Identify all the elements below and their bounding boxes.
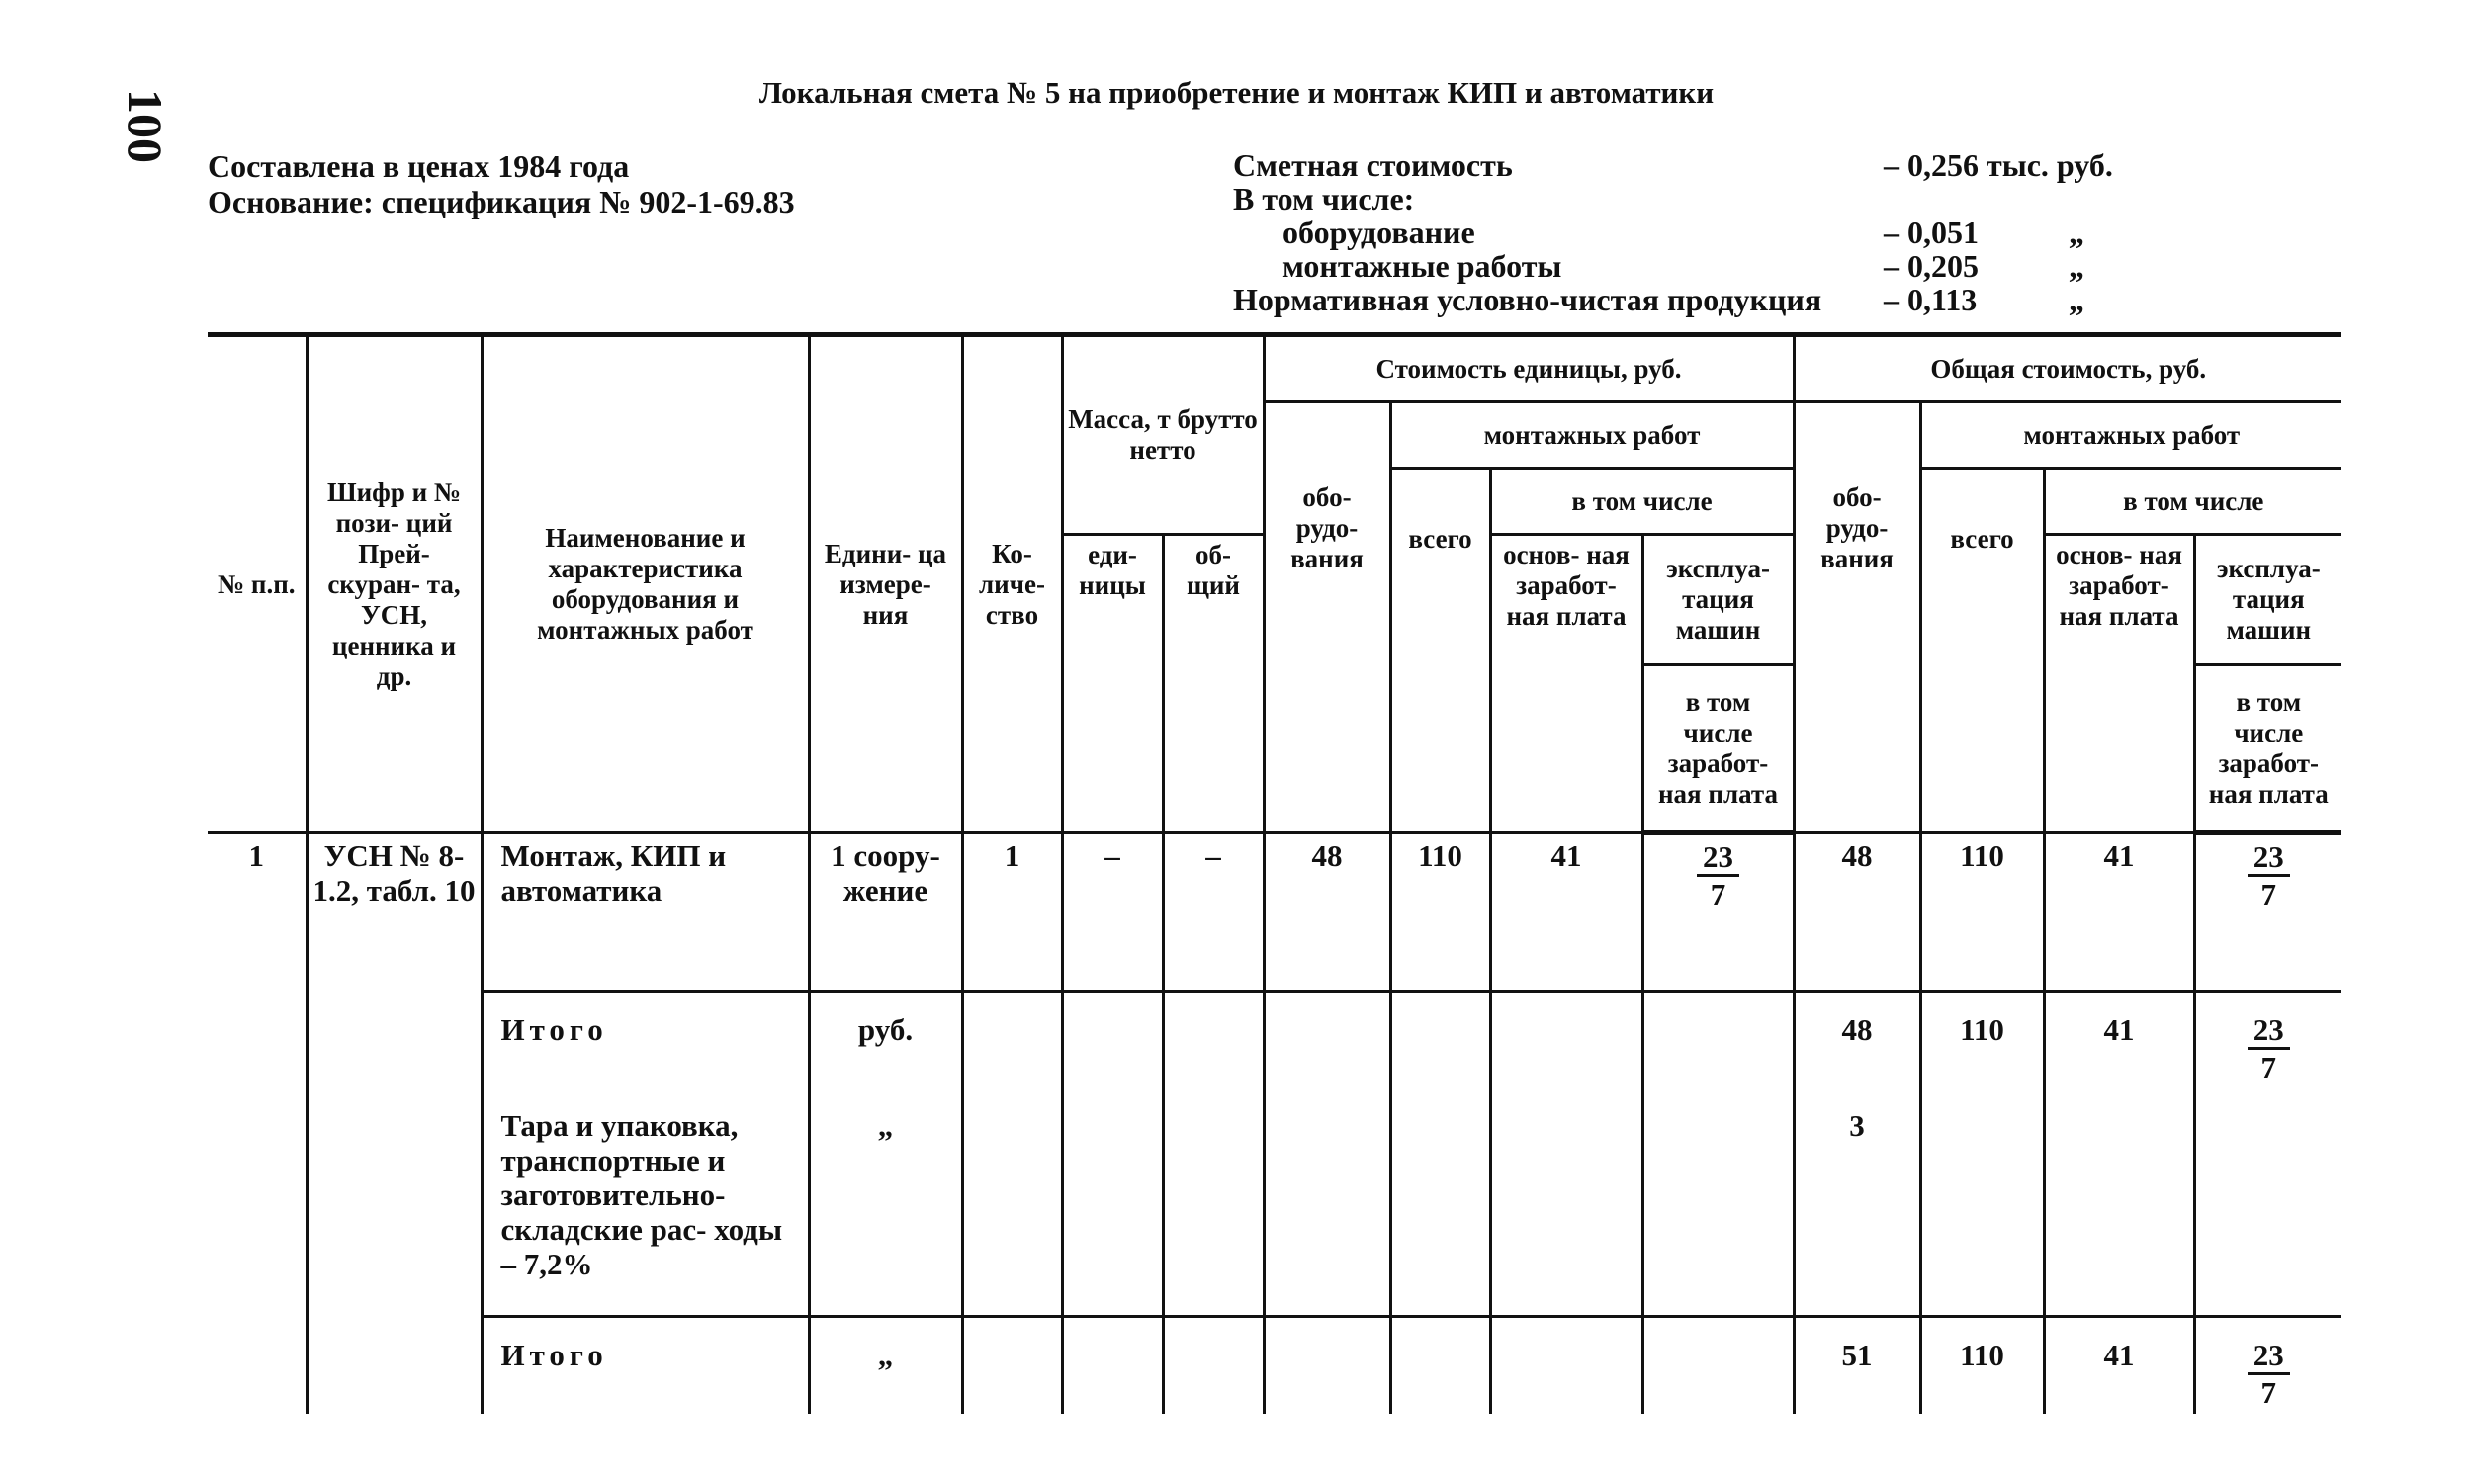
total-equipment: 51 — [1794, 1316, 1920, 1414]
ditto-mark: „ — [2069, 282, 2084, 317]
fraction-numerator: 23 — [2248, 1012, 2290, 1050]
total-machines — [2194, 1316, 2341, 1414]
col-total-including: в том числе — [2044, 469, 2341, 535]
packaging-label: Тара и упаковка, транспортные и заготовительно- складские рас- ходы – 7,2% — [482, 1089, 809, 1316]
installation-value: – 0,205 — [1884, 248, 1979, 284]
cell-qty: 1 — [962, 833, 1062, 992]
col-unit-base-salary: основ- ная заработ- ная плата — [1490, 535, 1642, 833]
col-unit-cost-group: Стоимость единицы, руб. — [1264, 335, 1794, 402]
col-total-base-salary: основ- ная заработ- ная плата — [2044, 535, 2194, 833]
fraction-denominator: 7 — [1710, 877, 1726, 912]
total-label: Итого — [482, 1316, 809, 1414]
fraction-numerator: 23 — [2248, 839, 2290, 877]
cell-total-all: 110 — [1920, 833, 2044, 992]
col-mass-total: об- щий — [1163, 535, 1264, 833]
cell-unit-base: 41 — [1490, 833, 1642, 992]
subtotal-base: 41 — [2044, 992, 2194, 1090]
col-total-machines-salary: в том числе заработ- ная плата — [2194, 665, 2341, 833]
cell-total-machines — [2194, 833, 2341, 992]
total-unit: „ — [809, 1316, 962, 1414]
document-title: Локальная смета № 5 на приобретение и монтаж КИП и автоматики — [758, 75, 1715, 110]
col-unit-equipment: обо- рудо- вания — [1264, 402, 1390, 833]
equipment-value: – 0,051 — [1884, 215, 1979, 250]
subtotal-all: 110 — [1920, 992, 2044, 1090]
normative-value: – 0,113 — [1884, 282, 1978, 317]
col-unit-including: в том числе — [1490, 469, 1794, 535]
page-number: 100 — [118, 89, 173, 163]
col-mass-unit: еди- ницы — [1062, 535, 1163, 833]
packaging-equipment: 3 — [1794, 1089, 1920, 1316]
subtotal-machines — [2194, 992, 2341, 1090]
cell-mass-total: – — [1163, 833, 1264, 992]
col-unit-machines: эксплуа- тация машин — [1642, 535, 1794, 665]
packaging-unit: „ — [809, 1089, 962, 1316]
col-num: № п.п. — [208, 335, 307, 833]
col-unit: Едини- ца измере- ния — [809, 335, 962, 833]
basis-line: Основание: спецификация № 902-1-69.83 — [208, 184, 795, 219]
subtotal-unit: руб. — [809, 992, 962, 1090]
fraction-denominator: 7 — [2260, 1050, 2277, 1085]
cell-code: УСН № 8-1.2, табл. 10 — [307, 833, 482, 992]
cell-total-base: 41 — [2044, 833, 2194, 992]
cell-num: 1 — [208, 833, 307, 992]
col-name: Наименование и характеристика оборудования и монтажных работ — [482, 335, 809, 833]
cell-unit-equipment: 48 — [1264, 833, 1390, 992]
fraction-numerator: 23 — [1697, 839, 1739, 877]
total-all: 110 — [1920, 1316, 2044, 1414]
subtotal-row — [208, 992, 2341, 1090]
table-row — [208, 833, 2341, 992]
subtotal-equipment: 48 — [1794, 992, 1920, 1090]
cost-summary-labels — [1233, 148, 1821, 316]
cost-label: Сметная стоимость — [1233, 147, 1513, 183]
cell-unit-all: 110 — [1390, 833, 1490, 992]
installation-label: монтажные работы — [1282, 248, 1562, 284]
col-total-equipment: обо- рудо- вания — [1794, 402, 1920, 833]
normative-label: Нормативная условно-чистая продукция — [1233, 282, 1822, 317]
cost-value: – 0,256 тыс. руб. — [1884, 147, 2113, 183]
ditto-mark: „ — [2069, 248, 2084, 284]
total-row — [208, 1316, 2341, 1414]
cell-mass-unit: – — [1062, 833, 1163, 992]
col-code: Шифр и № пози- ций Прей- скуран- та, УСН, ценника и др. — [307, 335, 482, 833]
col-total-installation: монтажных работ — [1920, 402, 2341, 469]
cell-unit: 1 соору- жение — [809, 833, 962, 992]
prices-line: Составлена в ценах 1984 года — [208, 148, 630, 184]
estimate-table — [208, 332, 2341, 1414]
fraction-numerator: 23 — [2248, 1338, 2290, 1375]
cell-name: Монтаж, КИП и автоматика — [482, 833, 809, 992]
cell-total-equipment: 48 — [1794, 833, 1920, 992]
packaging-row — [208, 1089, 2341, 1316]
total-base: 41 — [2044, 1316, 2194, 1414]
ditto-mark: „ — [2069, 215, 2084, 250]
col-total-cost-group: Общая стоимость, руб. — [1794, 335, 2341, 402]
fraction-denominator: 7 — [2260, 1374, 2277, 1410]
subtotal-label: Итого — [482, 992, 809, 1090]
col-total-all: всего — [1920, 469, 2044, 833]
cell-unit-machines — [1642, 833, 1794, 992]
fraction-denominator: 7 — [2260, 877, 2277, 912]
equipment-label: оборудование — [1282, 215, 1475, 250]
col-qty: Ко- личе- ство — [962, 335, 1062, 833]
including-label: В том числе: — [1233, 181, 1415, 217]
col-unit-machines-salary: в том числе заработ- ная плата — [1642, 665, 1794, 833]
estimate-info — [208, 148, 795, 219]
col-mass: Масса, т брутто нетто — [1062, 335, 1264, 535]
col-unit-all: всего — [1390, 469, 1490, 833]
ditto-marks — [2069, 148, 2084, 316]
col-total-machines: эксплуа- тация машин — [2194, 535, 2341, 665]
col-unit-installation: монтажных работ — [1390, 402, 1794, 469]
